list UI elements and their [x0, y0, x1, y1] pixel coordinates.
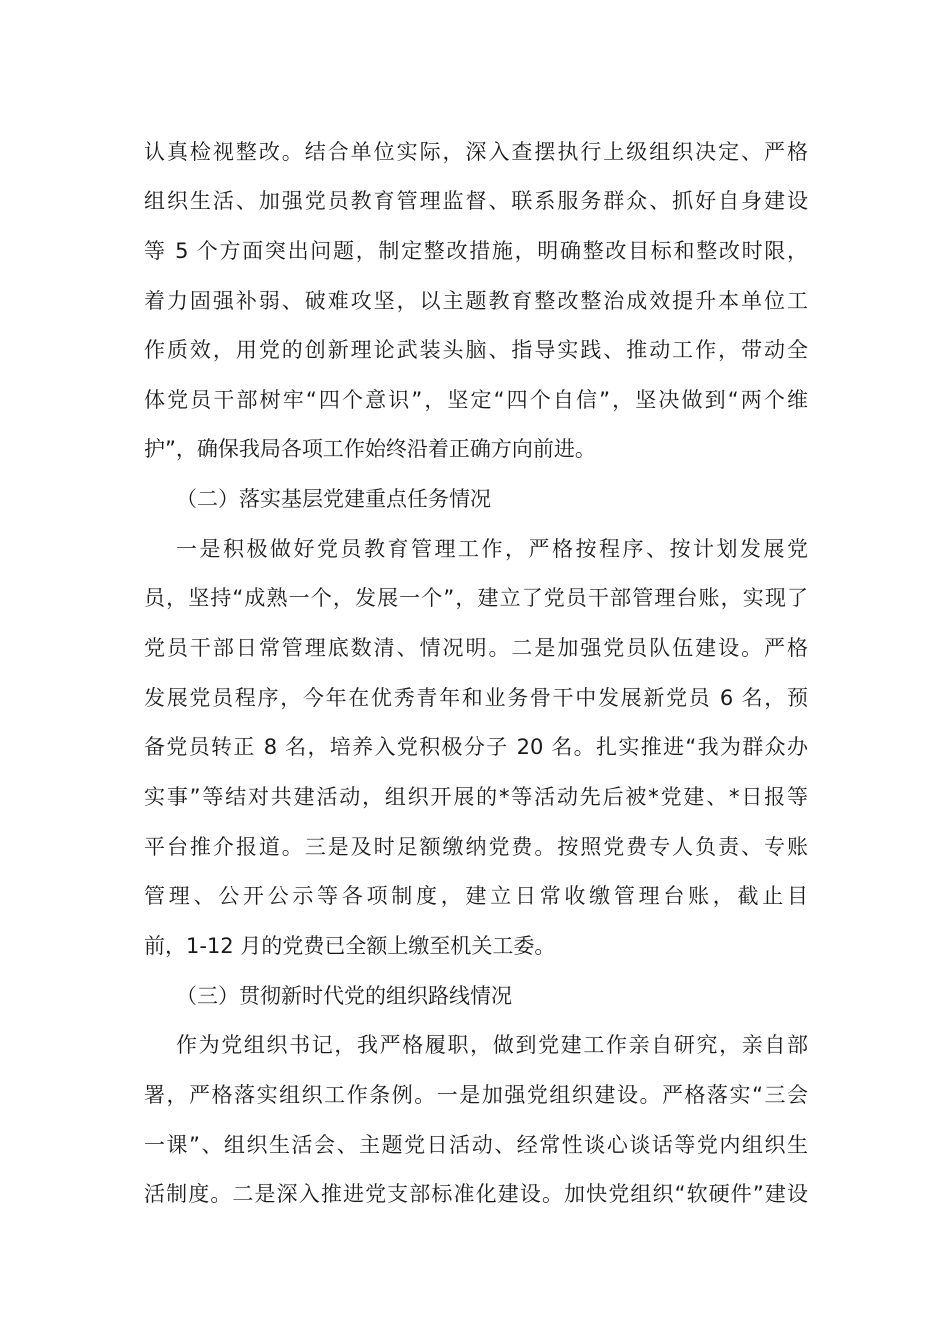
- text-line: 前，1-12 月的党费已全额上缴至机关工委。: [144, 934, 556, 958]
- text-line: 活制度。二是深入推进党支部标准化建设。加快党组织“软硬件”建设: [144, 1182, 808, 1206]
- text-line: 作为党组织书记，我严格履职，做到党建工作亲自研究，亲自部: [176, 1033, 808, 1057]
- text-line: 作质效，用党的创新理论武装头脑、指导实践、推动工作，带动全: [144, 338, 808, 362]
- text-line: 发展党员程序，今年在优秀青年和业务骨干中发展新党员 6 名，预: [144, 686, 808, 710]
- text-line: 员，坚持“成熟一个，发展一个”，建立了党员干部管理台账，实现了: [144, 586, 808, 610]
- text-line: 着力固强补弱、破难攻坚，以主题教育整改整治成效提升本单位工: [144, 289, 808, 313]
- text-line: 组织生活、加强党员教育管理监督、联系服务群众、抓好自身建设: [144, 189, 808, 213]
- text-line: 一是积极做好党员教育管理工作，严格按程序、按计划发展党: [176, 537, 808, 561]
- text-line: 体党员干部树牢“四个意识”，坚定“四个自信”，坚决做到“两个维: [144, 388, 808, 412]
- text-line: 认真检视整改。结合单位实际，深入查摆执行上级组织决定、严格: [144, 140, 808, 164]
- section-heading: （二）落实基层党建重点任务情况: [176, 487, 491, 511]
- text-line: 管理、公开公示等各项制度，建立日常收缴管理台账，截止目: [144, 884, 808, 908]
- text-line: 署，严格落实组织工作条例。一是加强党组织建设。严格落实“三会: [144, 1083, 808, 1107]
- text-line: 护”，确保我局各项工作始终沿着正确方向前进。: [144, 437, 596, 461]
- text-line: 等 5 个方面突出问题，制定整改措施，明确整改目标和整改时限，: [144, 239, 808, 263]
- text-line: 备党员转正 8 名，培养入党积极分子 20 名。扎实推进“我为群众办: [144, 735, 808, 759]
- text-line: 实事”等结对共建活动，组织开展的*等活动先后被*党建、*日报等: [144, 785, 808, 809]
- text-line: 党员干部日常管理底数清、情况明。二是加强党员队伍建设。严格: [144, 636, 808, 660]
- text-line: 一课”、组织生活会、主题党日活动、经常性谈心谈话等党内组织生: [144, 1133, 808, 1157]
- section-heading: （三）贯彻新时代党的组织路线情况: [176, 984, 512, 1008]
- text-line: 平台推介报道。三是及时足额缴纳党费。按照党费专人负责、专账: [144, 835, 808, 859]
